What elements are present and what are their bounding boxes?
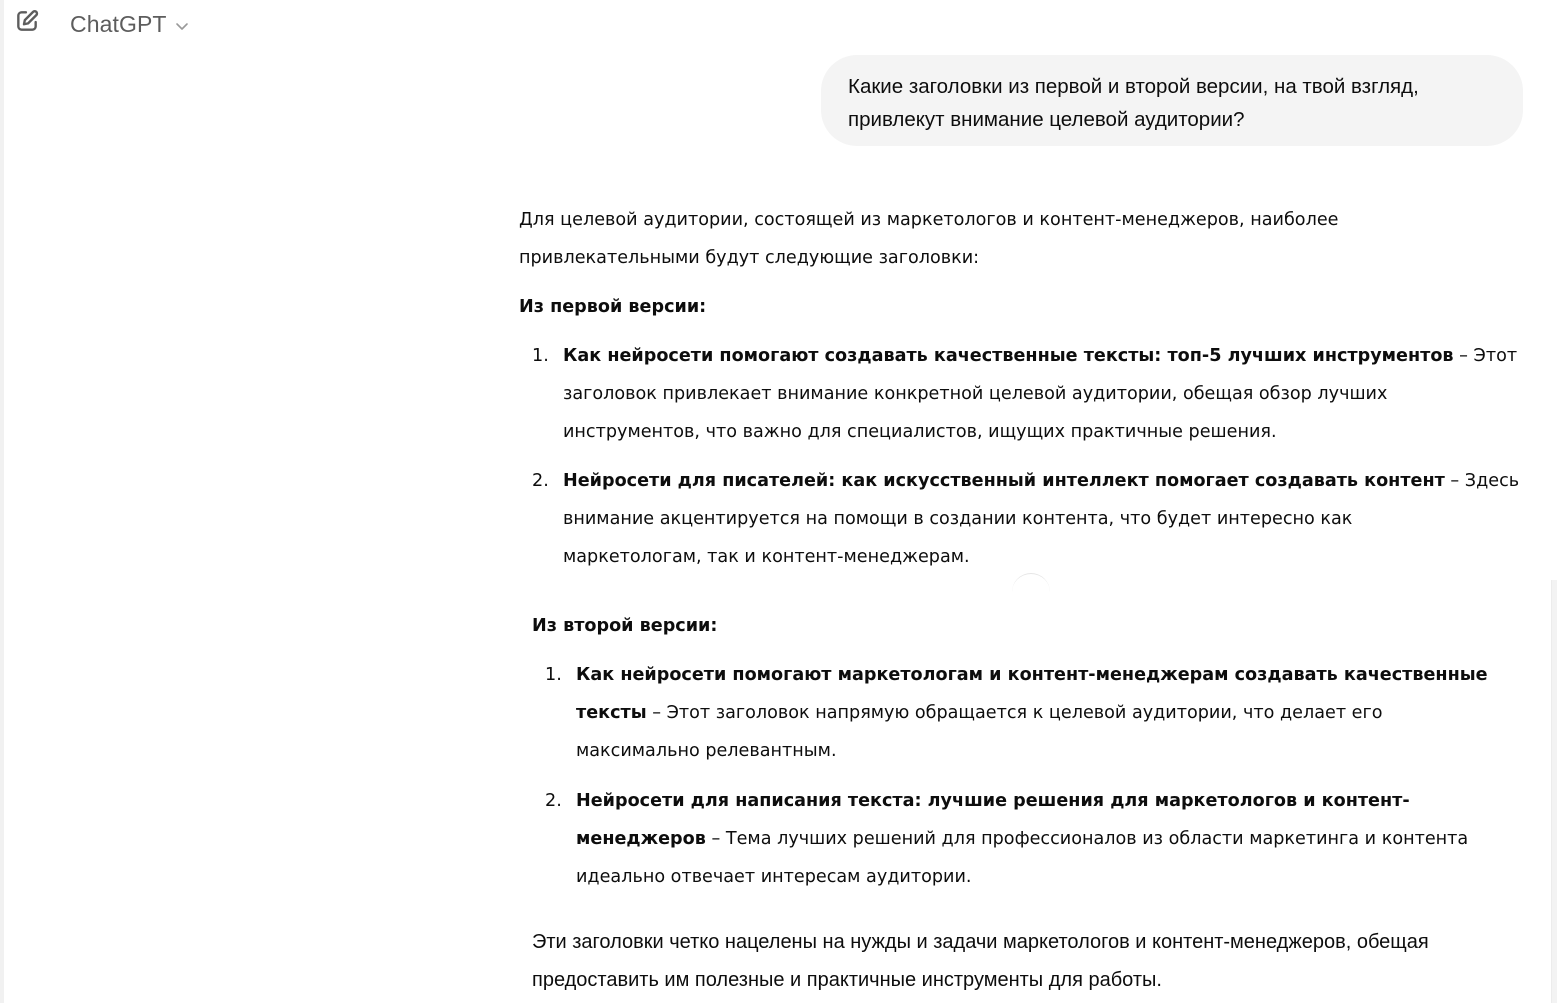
headline-title: Как нейросети помогают маркетологам и контент-менеджерам создавать качественные: [576, 665, 1488, 685]
list-number: 1.: [532, 346, 549, 366]
scrollbar[interactable]: [1551, 580, 1557, 1003]
list-item-line: маркетологам, так и контент-менеджерам.: [563, 547, 970, 567]
list-item-line: [563, 337, 1517, 375]
headline-title: менеджеров: [576, 829, 706, 849]
list-item-line: [576, 694, 1383, 732]
list-number: 2.: [545, 791, 562, 811]
edit-pencil-square-icon: [14, 8, 40, 38]
headline-title: тексты: [576, 703, 647, 723]
user-message-line: Какие заголовки из первой и второй версии, на твой взгляд,: [848, 75, 1419, 98]
headline-title: Как нейросети помогают создавать качественные тексты: топ-5 лучших инструментов: [563, 346, 1454, 366]
section-heading: Из первой версии:: [519, 297, 707, 317]
list-item-line: заголовок привлекает внимание конкретной целевой аудитории, обещая обзор лучших: [563, 384, 1388, 404]
model-selector[interactable]: [70, 8, 189, 40]
closing-text: предоставить им полезные и практичные инструменты для работы.: [532, 969, 1162, 991]
headline-title: Нейросети для написания текста: лучшие решения для маркетологов и контент-: [576, 791, 1410, 811]
list-item-line: [563, 462, 1519, 500]
headline-comment: – Здесь: [1444, 471, 1520, 491]
section-heading: Из второй версии:: [532, 616, 718, 636]
headline-title: Нейросети для писателей: как искусственный интеллект помогает создавать контент: [563, 471, 1445, 491]
sidebar-edge: [0, 0, 4, 1003]
list-item-line: внимание акцентируется на помощи в создании контента, что будет интересно как: [563, 509, 1353, 529]
closing-text: Эти заголовки четко нацелены на нужды и задачи маркетологов и контент-менеджеров, обещая: [532, 931, 1429, 953]
intro-text: Для целевой аудитории, состоящей из маркетологов и контент-менеджеров, наиболее: [519, 210, 1339, 230]
top-bar: [0, 0, 1557, 48]
scroll-to-bottom-button[interactable]: [1012, 573, 1050, 611]
user-message-bubble: [821, 55, 1523, 146]
chevron-down-icon: [175, 21, 189, 31]
list-item-line: инструментов, что важно для специалистов, ищущих практичные решения.: [563, 422, 1277, 442]
headline-comment: – Этот: [1453, 346, 1518, 366]
model-name: ChatGPT: [70, 10, 167, 37]
list-number: 1.: [545, 665, 562, 685]
headline-comment: – Тема лучших решений для профессионалов из области маркетинга и контента: [705, 829, 1469, 849]
list-item-line: максимально релевантным.: [576, 741, 837, 761]
intro-text: привлекательными будут следующие заголовки:: [519, 248, 980, 268]
headline-comment: – Этот заголовок напрямую обращается к целевой аудитории, что делает его: [646, 703, 1383, 723]
user-message-line: привлекут внимание целевой аудитории?: [848, 108, 1245, 131]
list-number: 2.: [532, 471, 549, 491]
list-item-line: идеально отвечает интересам аудитории.: [576, 867, 972, 887]
list-item-line: [576, 820, 1468, 858]
new-chat-button[interactable]: [13, 9, 41, 37]
